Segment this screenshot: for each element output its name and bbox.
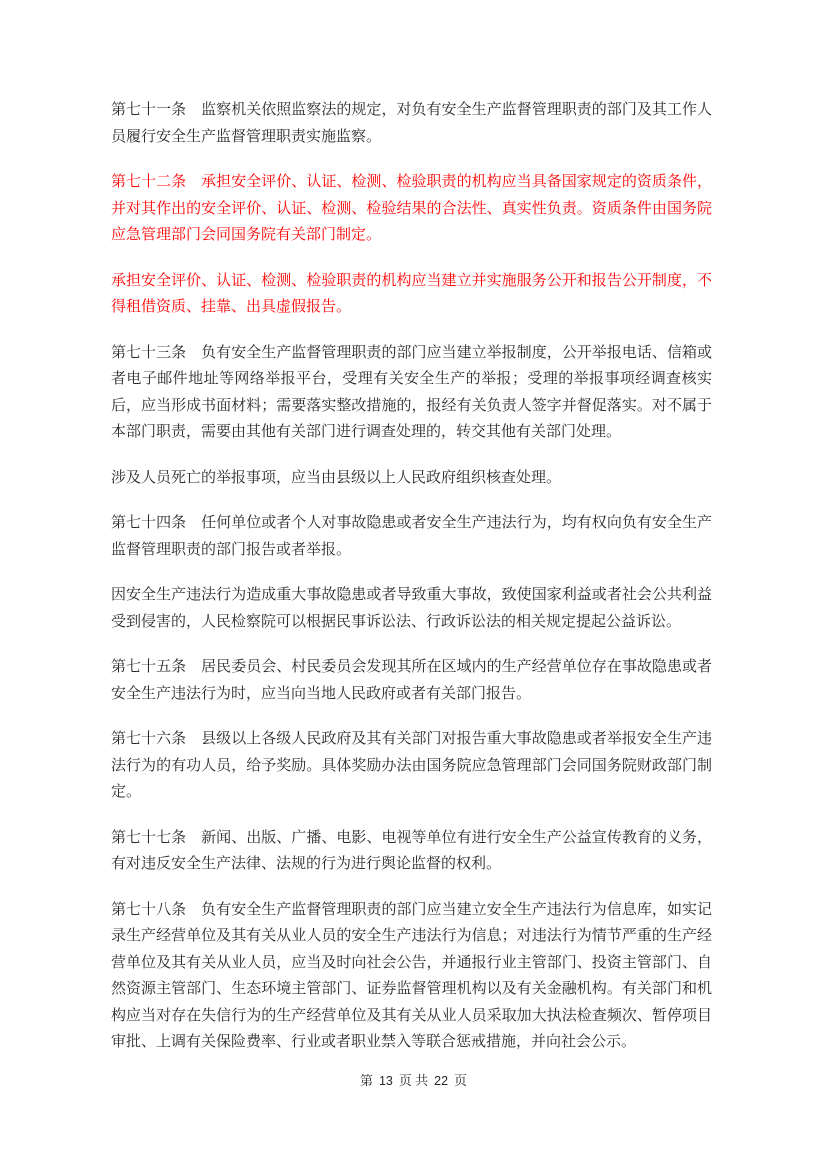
document-body <box>111 97 712 1056</box>
footer-suffix: 页 <box>454 1073 468 1088</box>
paragraph-article-72: 第七十二条 承担安全评价、认证、检测、检验职责的机构应当具备国家规定的资质条件，并对其作出的安全评价、认证、检测、检验结果的合法性、真实性负责。资质条件由国务院应急管理部门会同国务院有关部门制定。 <box>111 174 712 243</box>
paragraph-article-73: 第七十三条 负有安全生产监督管理职责的部门应当建立举报制度，公开举报电话、信箱或者电子邮件地址等网络举报平台，受理有关安全生产的举报；受理的举报事项经调查核实后，应当形成书面材料；需要落实整改措施的，报经有关负责人签字并督促落实。对不属于本部门职责，需要由其他有关部门进行调查处理的，转交其他有关部门处理。 <box>111 344 712 440</box>
paragraph-article-74-continued: 因安全生产违法行为造成重大事故隐患或者导致重大事故，致使国家利益或者社会公共利益受到侵害的，人民检察院可以根据民事诉讼法、行政诉讼法的相关规定提起公益诉讼。 <box>111 587 712 630</box>
paragraph-article-71: 第七十一条 监察机关依照监察法的规定，对负有安全生产监督管理职责的部门及其工作人员履行安全生产监督管理职责实施监察。 <box>111 102 712 145</box>
page-footer <box>0 1072 827 1090</box>
paragraph-article-76: 第七十六条 县级以上各级人民政府及其有关部门对报告重大事故隐患或者举报安全生产违法行为的有功人员，给予奖励。具体奖励办法由国务院应急管理部门会同国务院财政部门制定。 <box>111 731 712 800</box>
footer-total-pages: 22 <box>434 1074 449 1088</box>
paragraph-article-77: 第七十七条 新闻、出版、广播、电影、电视等单位有进行安全生产公益宣传教育的义务，有对违反安全生产法律、法规的行为进行舆论监督的权利。 <box>111 829 712 872</box>
paragraph-article-74: 第七十四条 任何单位或者个人对事故隐患或者安全生产违法行为，均有权向负有安全生产监督管理职责的部门报告或者举报。 <box>111 515 712 558</box>
paragraph-article-78: 第七十八条 负有安全生产监督管理职责的部门应当建立安全生产违法行为信息库，如实记录生产经营单位及其有关从业人员的安全生产违法行为信息；对违法行为情节严重的生产经营单位及其有关从业人员，应当及时向社会公告，并通报行业主管部门、投资主管部门、自然资源主管部门、生态环境主管部门、证券监督管理机构以及有关金融机构。有关部门和机构应当对存在失信行为的生产经营单位及其有关从业人员采取加大执法检查频次、暂停项目审批、上调有关保险费率、行业或者职业禁入等联合惩戒措施，并向社会公示。 <box>111 901 712 1050</box>
paragraph-article-73-continued: 涉及人员死亡的举报事项，应当由县级以上人民政府组织核查处理。 <box>111 469 562 486</box>
footer-prefix: 第 <box>359 1073 373 1088</box>
paragraph-article-75: 第七十五条 居民委员会、村民委员会发现其所在区域内的生产经营单位存在事故隐患或者安全生产违法行为时，应当向当地人民政府或者有关部门报告。 <box>111 659 712 702</box>
footer-page-number: 13 <box>378 1074 393 1088</box>
footer-middle: 页 共 <box>398 1073 429 1088</box>
paragraph-article-72-continued: 承担安全评价、认证、检测、检验职责的机构应当建立并实施服务公开和报告公开制度，不得租借资质、挂靠、出具虚假报告。 <box>111 272 712 315</box>
